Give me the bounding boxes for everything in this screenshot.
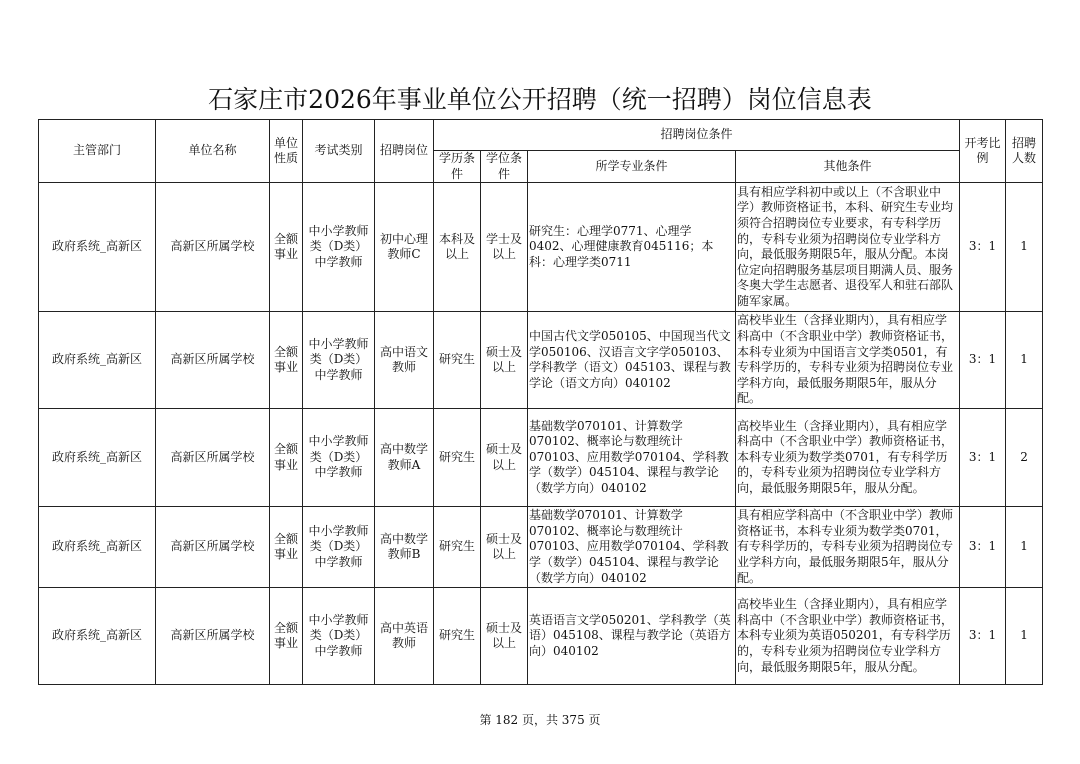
cell-ratio: 3：1: [960, 183, 1006, 312]
header-conditions: 招聘岗位条件: [434, 120, 960, 151]
cell-major: 基础数学070101、计算数学070102、概率论与数理统计070103、应用数学070104、学科教学（数学）045104、课程与教学论（数学方向）040102: [528, 409, 736, 507]
cell-ratio: 3：1: [960, 409, 1006, 507]
cell-major: 英语语言文学050201、学科教学（英语）045108、课程与教学论（英语方向）040102: [528, 588, 736, 685]
header-count: 招聘人数: [1006, 120, 1043, 183]
cell-major: 基础数学070101、计算数学070102、概率论与数理统计070103、应用数学070104、学科教学（数学）045104、课程与教学论（数学方向）040102: [528, 507, 736, 588]
cell-dept: 政府系统_高新区: [39, 312, 156, 409]
cell-other: 高校毕业生（含择业期内），具有相应学科高中（不含职业中学）教师资格证书，本科专业须为英语050201，有专科学历的，专科专业须为招聘岗位专业学科方向，最低服务期限5年，服从分配。: [736, 588, 960, 685]
cell-degree: 学士及以上: [481, 183, 528, 312]
page-title: 石家庄市2026年事业单位公开招聘（统一招聘）岗位信息表: [208, 85, 872, 114]
header-unit: 单位名称: [156, 120, 270, 183]
cell-count: 1: [1006, 588, 1043, 685]
cell-exam: 中小学教师类（D类）中学教师: [303, 183, 375, 312]
cell-ratio: 3：1: [960, 507, 1006, 588]
cell-post: 初中心理教师C: [375, 183, 434, 312]
cell-major: 中国古代文学050105、中国现当代文学050106、汉语言文字学050103、学科教学（语文）045103、课程与教学论（语文方向）040102: [528, 312, 736, 409]
cell-nature: 全额事业: [270, 507, 303, 588]
cell-count: 2: [1006, 409, 1043, 507]
cell-other: 高校毕业生（含择业期内），具有相应学科高中（不含职业中学）教师资格证书，本科专业须为中国语言文学类0501，有专科学历的，专科专业须为招聘岗位专业学科方向，最低服务期限5年，服从分配。: [736, 312, 960, 409]
header-other: 其他条件: [736, 151, 960, 183]
cell-degree: 硕士及以上: [481, 588, 528, 685]
cell-unit: 高新区所属学校: [156, 409, 270, 507]
cell-ratio: 3：1: [960, 588, 1006, 685]
cell-dept: 政府系统_高新区: [39, 588, 156, 685]
table-row: [39, 312, 1043, 409]
cell-unit: 高新区所属学校: [156, 183, 270, 312]
cell-count: 1: [1006, 312, 1043, 409]
cell-ratio: 3：1: [960, 312, 1006, 409]
header-post: 招聘岗位: [375, 120, 434, 183]
job-table: [38, 119, 1043, 685]
cell-degree: 硕士及以上: [481, 507, 528, 588]
cell-edu: 本科及以上: [434, 183, 481, 312]
cell-major: 研究生：心理学0771、心理学0402、心理健康教育045116；本科：心理学类0711: [528, 183, 736, 312]
cell-post: 高中数学教师B: [375, 507, 434, 588]
cell-nature: 全额事业: [270, 183, 303, 312]
cell-other: 具有相应学科高中（不含职业中学）教师资格证书，本科专业须为数学类0701，有专科学历的，专科专业须为招聘岗位专业学科方向，最低服务期限5年，服从分配。: [736, 507, 960, 588]
header-edu: 学历条件: [434, 151, 481, 183]
cell-degree: 硕士及以上: [481, 312, 528, 409]
cell-unit: 高新区所属学校: [156, 588, 270, 685]
cell-exam: 中小学教师类（D类）中学教师: [303, 312, 375, 409]
cell-count: 1: [1006, 507, 1043, 588]
cell-nature: 全额事业: [270, 312, 303, 409]
cell-edu: 研究生: [434, 507, 481, 588]
cell-other: 高校毕业生（含择业期内），具有相应学科高中（不含职业中学）教师资格证书，本科专业须为数学类0701，有专科学历的，专科专业须为招聘岗位专业学科方向，最低服务期限5年，服从分配。: [736, 409, 960, 507]
cell-exam: 中小学教师类（D类）中学教师: [303, 409, 375, 507]
cell-unit: 高新区所属学校: [156, 507, 270, 588]
cell-edu: 研究生: [434, 312, 481, 409]
table-row: [39, 183, 1043, 312]
cell-edu: 研究生: [434, 409, 481, 507]
cell-dept: 政府系统_高新区: [39, 183, 156, 312]
table-row: [39, 409, 1043, 507]
cell-other: 具有相应学科初中或以上（不含职业中学）教师资格证书，本科、研究生专业均须符合招聘岗位专业要求，有专科学历的，专科专业须为招聘岗位专业学科方向，最低服务期限5年，服从分配。本岗位定向招聘服务基层项目期满人员、服务冬奥大学生志愿者、退役军人和驻石部队随军家属。: [736, 183, 960, 312]
header-nature: 单位性质: [270, 120, 303, 183]
header-degree: 学位条件: [481, 151, 528, 183]
cell-edu: 研究生: [434, 588, 481, 685]
cell-post: 高中语文教师: [375, 312, 434, 409]
cell-count: 1: [1006, 183, 1043, 312]
page-footer: 第 182 页，共 375 页: [479, 713, 601, 727]
header-major: 所学专业条件: [528, 151, 736, 183]
cell-nature: 全额事业: [270, 409, 303, 507]
table-row: [39, 507, 1043, 588]
cell-dept: 政府系统_高新区: [39, 507, 156, 588]
table-row: [39, 588, 1043, 685]
cell-nature: 全额事业: [270, 588, 303, 685]
header-ratio: 开考比例: [960, 120, 1006, 183]
cell-unit: 高新区所属学校: [156, 312, 270, 409]
header-dept: 主管部门: [39, 120, 156, 183]
cell-post: 高中数学教师A: [375, 409, 434, 507]
cell-dept: 政府系统_高新区: [39, 409, 156, 507]
cell-exam: 中小学教师类（D类）中学教师: [303, 507, 375, 588]
header-exam: 考试类别: [303, 120, 375, 183]
cell-exam: 中小学教师类（D类）中学教师: [303, 588, 375, 685]
cell-degree: 硕士及以上: [481, 409, 528, 507]
cell-post: 高中英语教师: [375, 588, 434, 685]
